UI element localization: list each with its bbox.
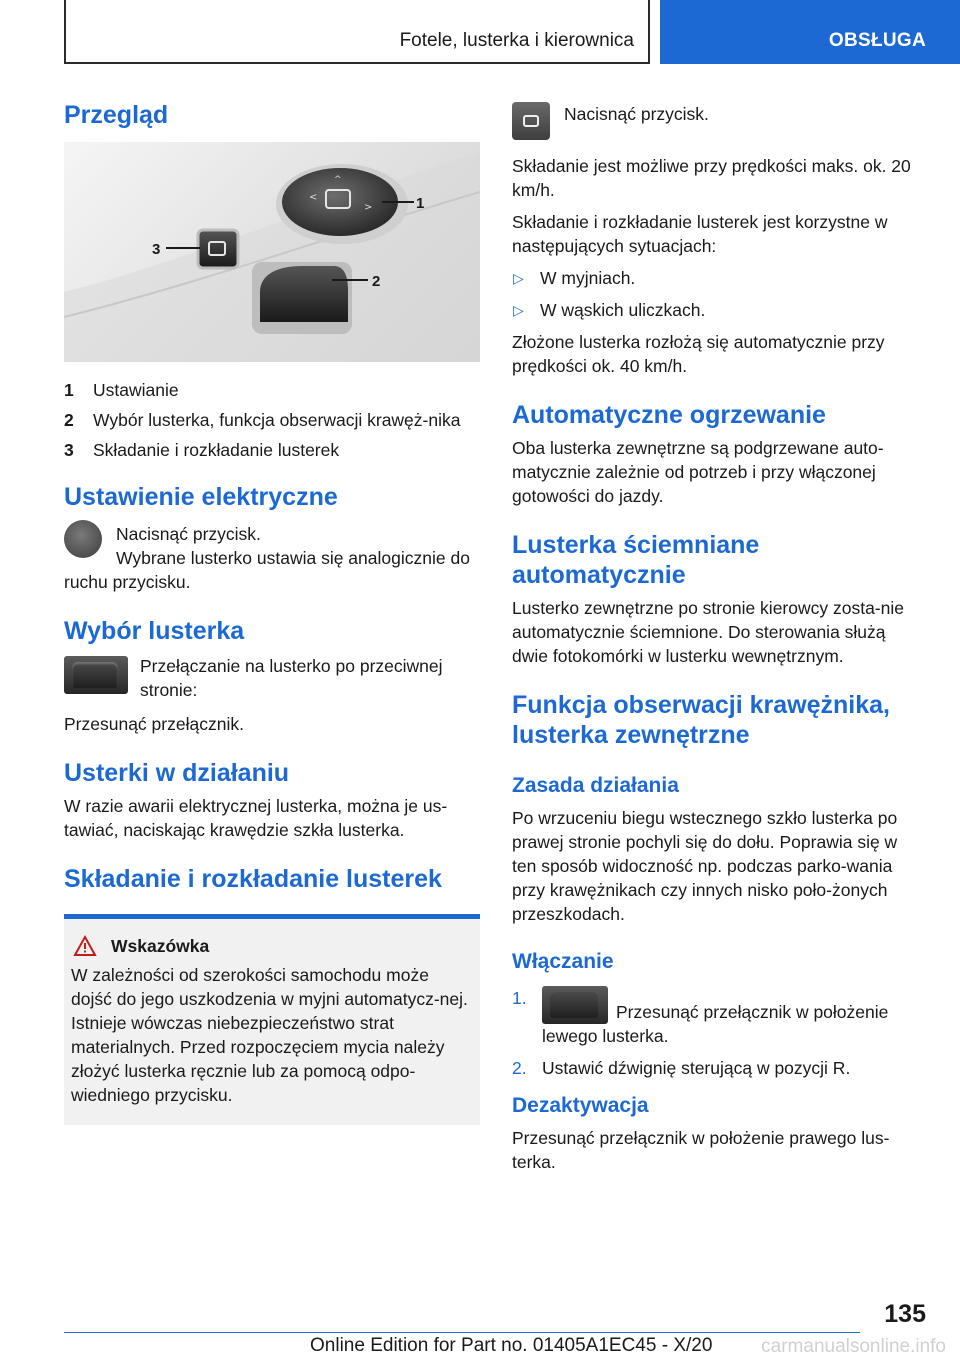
chapter-tab — [660, 0, 960, 64]
mirror-select-row — [64, 652, 480, 710]
heading-disable: Dezaktywacja — [512, 1094, 649, 1117]
step-number: 2. — [512, 1058, 527, 1078]
list-item — [512, 266, 926, 290]
figure-callout-2: 2 — [372, 273, 381, 290]
mirror-select-action: Przesunąć przełącznik. — [64, 714, 244, 734]
mirror-select-switch-icon — [64, 656, 128, 694]
warning-box — [64, 914, 480, 1125]
electric-adjust-instruction: Nacisnąć przycisk. — [116, 524, 261, 544]
fold-situations-intro: Składanie i rozkładanie lusterek jest korzystne w następujących sytuacjach: — [512, 212, 888, 256]
svg-text:>: > — [364, 202, 373, 213]
heading-electric-adjust: Ustawienie elektryczne — [64, 483, 338, 511]
legend-item — [64, 408, 480, 432]
mirror-fold-button-icon — [512, 102, 550, 140]
legend-text: Ustawianie — [93, 380, 179, 400]
heading-auto-dimming: Lusterka ściemniane automatycznie — [512, 531, 760, 589]
warning-header — [71, 935, 470, 957]
svg-text:^: ^ — [334, 175, 342, 185]
watermark: carmanualsonline.info — [761, 1336, 946, 1357]
heading-overview: Przegląd — [64, 101, 169, 129]
left-column — [64, 100, 480, 1125]
fold-button-instruction: Nacisnąć przycisk. — [564, 104, 709, 124]
legend-number: 1 — [64, 380, 74, 400]
legend-text: Składanie i rozkładanie lusterek — [93, 440, 340, 460]
mirror-controls-photo — [64, 142, 480, 362]
bullet-triangle-icon: ▷ — [513, 270, 524, 286]
warning-title: Wskazówka — [111, 935, 210, 956]
figure-callout-1: 1 — [416, 195, 425, 212]
auto-heating-text: Oba lusterka zewnętrzne są podgrzewane auto-matycznie zależnie od potrzeb i przy włączonej gotowości do jazdy. — [512, 438, 884, 506]
svg-text:<: < — [309, 192, 318, 203]
step-number: 1. — [512, 988, 527, 1008]
fold-situations-list — [512, 266, 926, 322]
footer-divider — [64, 1332, 860, 1333]
list-item-text: W wąskich uliczkach. — [540, 300, 706, 320]
legend-number: 3 — [64, 440, 74, 460]
chapter-tab-label: OBSŁUGA — [828, 30, 926, 51]
mirror-adjust-joystick-icon — [64, 520, 102, 558]
mirror-controls-illustration — [64, 142, 480, 362]
mirror-select-instruction: Przełączanie na lusterko po przeciwnej stronie: — [140, 656, 443, 700]
electric-adjust-description: Wybrane lusterko ustawia się analogicznie do ruchu przycisku. — [64, 548, 470, 592]
overview-legend — [64, 378, 480, 462]
legend-number: 2 — [64, 410, 74, 430]
heading-auto-heating: Automatyczne ogrzewanie — [512, 401, 826, 429]
page-number: 135 — [884, 1300, 926, 1328]
mirror-select-switch-icon — [542, 986, 608, 1024]
operating-principle-text: Po wrzuceniu biegu wstecznego szkło lusterka po prawej stronie pochyli się do dołu. Poprawia się w ten sposób widoczność np. podczas parko-wania przy krawężnikach czy innych nisko poło-żonych przeszkodach. — [512, 808, 898, 924]
heading-operating-principle: Zasada działania — [512, 774, 679, 797]
list-item — [512, 298, 926, 322]
warning-triangle-icon — [73, 935, 97, 957]
step-text: Przesunąć przełącznik w położenie lewego lusterka. — [542, 1002, 889, 1046]
running-header — [64, 0, 650, 64]
legend-item — [64, 378, 480, 402]
section-title: Fotele, lusterka i kierownica — [399, 30, 634, 51]
fold-speed-limit: Składanie jest możliwe przy prędkości maks. ok. 20 km/h. — [512, 156, 911, 200]
bullet-triangle-icon: ▷ — [513, 302, 524, 318]
heading-enable: Włączanie — [512, 950, 614, 973]
edition-note: Online Edition for Part no. 01405A1EC45 - X/20 — [310, 1335, 713, 1356]
heading-folding: Składanie i rozkładanie lusterek — [64, 865, 442, 893]
step-item — [512, 986, 926, 1048]
heading-malfunction: Usterki w działaniu — [64, 759, 290, 787]
list-item-text: W myjniach. — [540, 268, 636, 288]
legend-item — [64, 438, 480, 462]
auto-dimming-text: Lusterko zewnętrzne po stronie kierowcy zosta-nie automatycznie ściemnione. Do sterowania służą dwie fotokomórki w lusterku wewnętrznym. — [512, 598, 904, 666]
disable-text: Przesunąć przełącznik w położenie prawego lus-terka. — [512, 1128, 890, 1172]
heading-curb-monitor: Funkcja obserwacji krawężnika, lusterka zewnętrzne — [512, 691, 890, 749]
legend-text: Wybór lusterka, funkcja obserwacji krawęż-nika — [93, 410, 461, 430]
malfunction-text: W razie awarii elektrycznej lusterka, można je us-tawiać, naciskając krawędzie szkła lusterka. — [64, 796, 448, 840]
warning-text: W zależności od szerokości samochodu może dojść do jego uszkodzenia w myjni automatycz-nej. Istnieje wówczas niebezpieczeństwo strat materialnych. Przed rozpoczęciem mycia należy złożyć lusterka ręcznie lub za pomocą odpo-wiedniego przycisku. — [71, 965, 468, 1105]
enable-steps — [512, 986, 926, 1080]
auto-unfold-text: Złożone lusterka rozłożą się automatycznie przy prędkości ok. 40 km/h. — [512, 332, 885, 376]
step-text: Ustawić dźwignię sterującą w pozycji R. — [542, 1058, 851, 1078]
figure-callout-3: 3 — [152, 241, 161, 258]
step-item — [512, 1056, 926, 1080]
heading-mirror-select: Wybór lusterka — [64, 617, 245, 645]
right-column — [512, 100, 926, 1182]
fold-button-row — [512, 100, 926, 140]
